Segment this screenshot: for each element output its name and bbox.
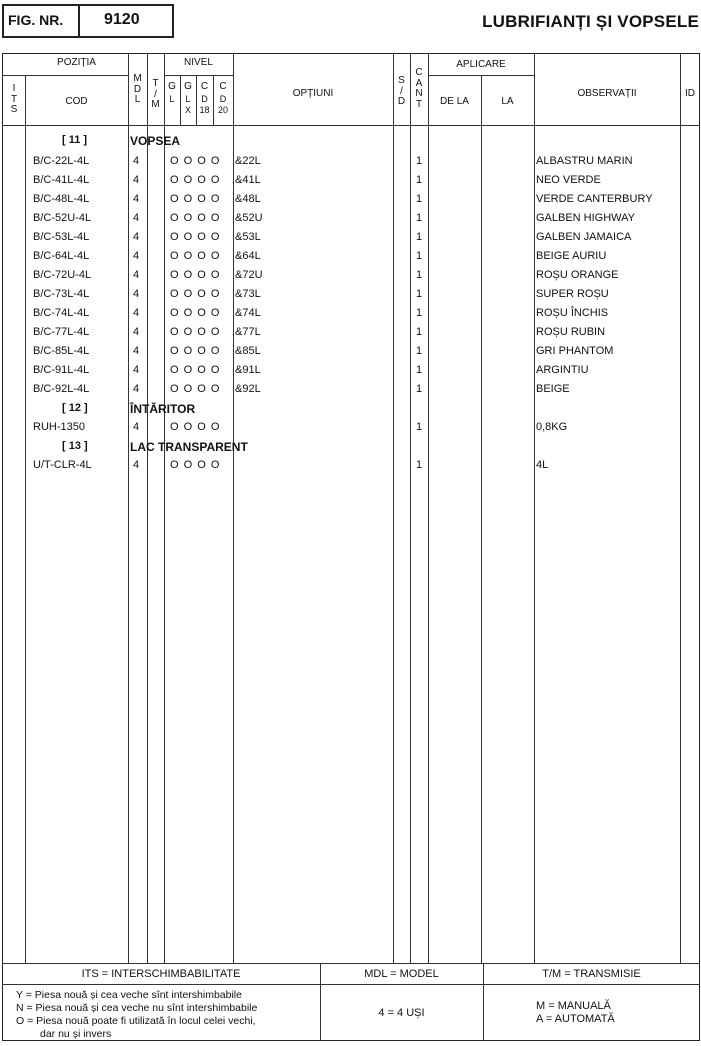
col-line-nivel [233, 53, 234, 963]
table-row-cod: B/C-92L-4L [33, 383, 90, 395]
table-row-mdl: 4 [133, 364, 140, 376]
table-row-optiuni: &85L [235, 345, 261, 357]
col-line-tm [164, 53, 165, 963]
footer-mdl-title: MDL = MODEL [364, 968, 439, 980]
header-aplicare: APLICARE [456, 59, 506, 70]
table-row-mdl: 4 [133, 231, 140, 243]
table-row-mdl: 4 [133, 288, 140, 300]
table-row-cod: B/C-85L-4L [33, 345, 90, 357]
table-row-cod: B/C-52U-4L [33, 212, 92, 224]
header-nivel-glx-bottom: L X [184, 94, 191, 115]
table-row-cant: 1 [416, 345, 423, 357]
table-row-mdl: 4 [133, 174, 140, 186]
header-nivel-cd20-top: C [219, 81, 227, 92]
table-row-mdl: 4 [133, 269, 140, 281]
fig-divider [78, 4, 80, 38]
footer-tm-line: A = AUTOMATĂ [536, 1013, 615, 1025]
table-row-mdl: 4 [133, 345, 140, 357]
page-title: LUBRIFIANȚI ȘI VOPSELE [482, 12, 699, 31]
header-mdl: M D L [133, 73, 142, 105]
header-tm: T / M [151, 78, 160, 110]
table-row-mdl: 4 [133, 326, 140, 338]
table-row-mdl: 4 [133, 250, 140, 262]
table-row-observatii: 4L [536, 459, 549, 471]
header-de-la: DE LA [440, 96, 469, 107]
header-nivel-cd18-top: C [200, 81, 209, 92]
table-row-observatii: 0,8KG [536, 421, 568, 433]
table-row-observatii: ROȘU ÎNCHIS [536, 307, 609, 319]
table-row-observatii: ROȘU RUBIN [536, 326, 606, 338]
col-line-its [25, 75, 26, 963]
table-row-nivel: O O O O [170, 193, 220, 205]
table-row-nivel: O O O O [170, 307, 220, 319]
header-sd: S / D [397, 75, 406, 107]
table-row-mdl: 4 [133, 421, 140, 433]
table-row-nivel: O O O O [170, 174, 220, 186]
col-line-observatii [680, 53, 681, 963]
table-row-cod: U/T-CLR-4L [33, 459, 92, 471]
table-row-cant: 1 [416, 326, 423, 338]
col-line-aplicare [534, 53, 535, 963]
fig-label: FIG. NR. [8, 12, 64, 28]
col-line-dela [481, 75, 482, 963]
col-line-optiuni [393, 53, 394, 963]
footer-mdl-value: 4 = 4 UȘI [378, 1007, 425, 1019]
table-row-nivel: O O O O [170, 364, 220, 376]
table-row-cod: B/C-91L-4L [33, 364, 90, 376]
table-row-mdl: 4 [133, 383, 140, 395]
footer-tm-line: M = MANUALĂ [536, 1000, 611, 1012]
table-row-cant: 1 [416, 193, 423, 205]
table-row-optiuni: &72U [235, 269, 263, 281]
footer-its-title: ITS = INTERSCHIMBABILITATE [81, 968, 241, 980]
table-row-optiuni: &41L [235, 174, 261, 186]
table-row-observatii: BEIGE AURIU [536, 250, 607, 262]
footer-tm-title: T/M = TRANSMISIE [542, 968, 641, 980]
section-number: [ 11 ] [62, 134, 88, 146]
table-row-cant: 1 [416, 269, 423, 281]
table-row-nivel: O O O O [170, 459, 220, 471]
section-name: LAC TRANSPARENT [130, 440, 248, 454]
table-row-observatii: GALBEN HIGHWAY [536, 212, 636, 224]
table-row-nivel: O O O O [170, 250, 220, 262]
table-row-cod: B/C-22L-4L [33, 155, 90, 167]
header-nivel-glx-top: G [184, 81, 192, 92]
table-row-observatii: ROȘU ORANGE [536, 269, 619, 281]
table-row-mdl: 4 [133, 459, 140, 471]
table-row-nivel: O O O O [170, 326, 220, 338]
table-row-cod: B/C-74L-4L [33, 307, 90, 319]
table-row-optiuni: &22L [235, 155, 261, 167]
table-row-cod: B/C-73L-4L [33, 288, 90, 300]
hline-footer-mid [2, 984, 700, 985]
col-line-mdl [147, 53, 148, 963]
table-row-cod: B/C-64L-4L [33, 250, 90, 262]
table-row-observatii: ALBASTRU MARIN [536, 155, 633, 167]
table-row-optiuni: &53L [235, 231, 261, 243]
header-nivel-cd20-bottom: D 20 [217, 94, 228, 115]
table-row-optiuni: &91L [235, 364, 261, 376]
table-row-cant: 1 [416, 155, 423, 167]
footer-its-line: O = Piesa nouă poate fi utilizată în locul celei vechi, [16, 1015, 256, 1027]
col-line-cant [428, 53, 429, 963]
table-row-nivel: O O O O [170, 345, 220, 357]
table-row-mdl: 4 [133, 307, 140, 319]
footer-its-line: dar nu și invers [40, 1028, 112, 1040]
hline-footer-top [2, 963, 700, 964]
section-number: [ 12 ] [62, 402, 88, 414]
hline-header-bottom [2, 125, 700, 126]
table-row-observatii: GALBEN JAMAICA [536, 231, 632, 243]
header-observatii: OBSERVAȚII [577, 88, 637, 99]
table-row-cod: B/C-72U-4L [33, 269, 92, 281]
table-row-nivel: O O O O [170, 421, 220, 433]
hline-pozitia [2, 75, 128, 76]
section-number: [ 13 ] [62, 440, 88, 452]
table-row-optiuni: &92L [235, 383, 261, 395]
table-row-cod: RUH-1350 [33, 421, 85, 433]
section-name: ÎNTĂRITOR [130, 402, 196, 416]
section-name: VOPSEA [130, 134, 181, 148]
table-row-optiuni: &74L [235, 307, 261, 319]
header-nivel: NIVEL [184, 57, 213, 68]
table-row-optiuni: &73L [235, 288, 261, 300]
header-cant: C A N T [415, 67, 423, 110]
table-row-nivel: O O O O [170, 155, 220, 167]
table-row-mdl: 4 [133, 212, 140, 224]
table-row-observatii: NEO VERDE [536, 174, 601, 186]
header-optiuni: OPȚIUNI [292, 88, 334, 99]
table-row-cod: B/C-41L-4L [33, 174, 90, 186]
table-row-cod: B/C-53L-4L [33, 231, 90, 243]
header-cod: COD [65, 96, 88, 107]
header-id: ID [685, 88, 695, 99]
fig-number: 9120 [104, 11, 140, 28]
table-row-cant: 1 [416, 364, 423, 376]
table-row-observatii: GRI PHANTOM [536, 345, 614, 357]
table-row-optiuni: &77L [235, 326, 261, 338]
table-row-mdl: 4 [133, 155, 140, 167]
hline-nivel [164, 75, 233, 76]
header-nivel-gl-bottom: L [169, 94, 175, 104]
table-row-nivel: O O O O [170, 288, 220, 300]
table-row-cant: 1 [416, 174, 423, 186]
table-row-cant: 1 [416, 459, 423, 471]
table-row-optiuni: &52U [235, 212, 263, 224]
table-row-nivel: O O O O [170, 212, 220, 224]
col-line-cod [128, 53, 129, 963]
table-row-observatii: VERDE CANTERBURY [536, 193, 653, 205]
table-row-nivel: O O O O [170, 383, 220, 395]
header-nivel-cd18-bottom: D 18 [199, 94, 210, 115]
footer-its-line: Y = Piesa nouă și cea veche sînt intershimbabile [16, 989, 242, 1001]
footer-its-line: N = Piesa nouă și cea veche nu sînt intershimbabile [16, 1002, 258, 1014]
header-pozitia: POZIȚIA [57, 57, 96, 68]
table-row-cant: 1 [416, 212, 423, 224]
table-row-cant: 1 [416, 421, 423, 433]
header-nivel-gl-top: G [168, 81, 176, 92]
table-row-mdl: 4 [133, 193, 140, 205]
table-row-optiuni: &64L [235, 250, 261, 262]
table-row-cant: 1 [416, 288, 423, 300]
table-row-cant: 1 [416, 307, 423, 319]
table-row-observatii: BEIGE [536, 383, 570, 395]
hline-aplicare [428, 75, 534, 76]
table-row-nivel: O O O O [170, 269, 220, 281]
table-row-observatii: ARGINTIU [536, 364, 589, 376]
table-row-observatii: SUPER ROȘU [536, 288, 609, 300]
table-row-cant: 1 [416, 383, 423, 395]
header-la: LA [501, 96, 514, 107]
table-row-optiuni: &48L [235, 193, 261, 205]
table-row-cod: B/C-77L-4L [33, 326, 90, 338]
col-line-sd [410, 53, 411, 963]
header-its: I T S [10, 83, 18, 115]
table-row-cod: B/C-48L-4L [33, 193, 90, 205]
table-row-cant: 1 [416, 231, 423, 243]
table-row-cant: 1 [416, 250, 423, 262]
table-row-nivel: O O O O [170, 231, 220, 243]
